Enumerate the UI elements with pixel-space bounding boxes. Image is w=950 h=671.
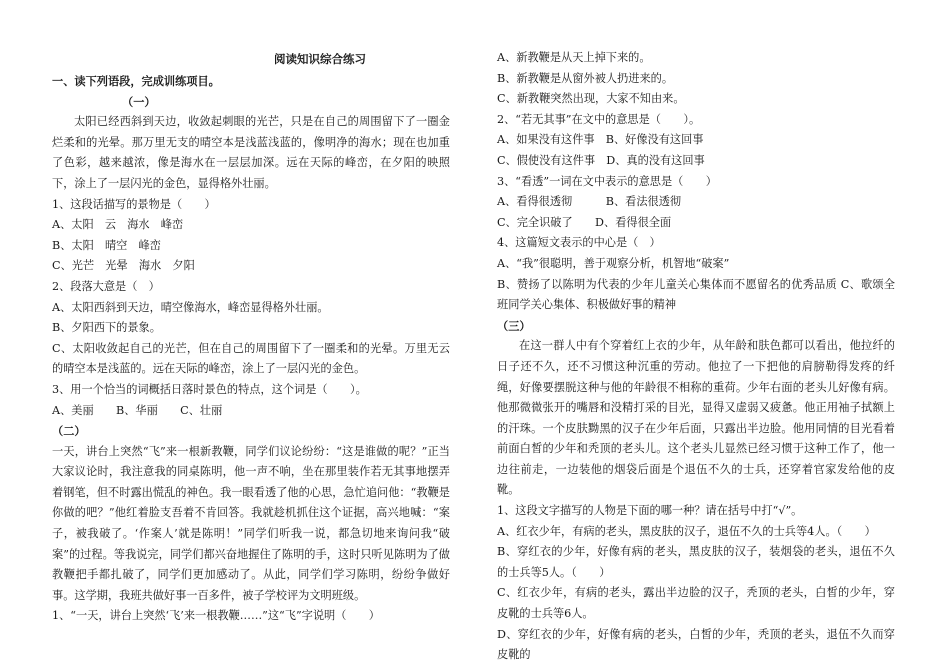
- part1-q2-option-c: C、太阳收敛起自己的光芒，但在自己的周围留下了一圈柔和的光晕。万里无云的晴空本是浅蓝的。远在天际的峰峦，涂上了一层闪光的金色。: [52, 341, 450, 376]
- part1-q1-option-b: B、太阳 晴空 峰峦: [52, 238, 161, 252]
- part3-heading: （三）: [497, 318, 531, 333]
- part3-q1-option-c: C、红衣少年，有病的老头，露出半边脸的汉子，秃顶的老头，白皙的少年，穿皮靴的士兵等6人。: [497, 586, 895, 621]
- part2-heading: （二）: [52, 424, 86, 439]
- part1-question-1: 1、这段话描写的景物是（ ）: [52, 197, 216, 211]
- part3-q1-option-d: D、穿红衣的少年，好像有病的老头，白皙的少年，秃顶的老头，退伍不久而穿皮靴的: [497, 627, 895, 662]
- section-heading: 一、读下列语段，完成训练项目。: [52, 74, 220, 88]
- part2-q2-options-cd: C、假使没有这件事 D、真的没有这回事: [497, 153, 705, 167]
- part1-question-3: 3、用一个恰当的词概括日落时景色的特点，这个词是（ ）。: [52, 382, 367, 396]
- part2-q4-option-bc: B、赞扬了以陈明为代表的少年儿童关心集体而不愿留名的优秀品质 C、歌颂全班同学关心集体、积极做好事的精神: [497, 277, 895, 312]
- part1-q1-option-c: C、光芒 光晕 海水 夕阳: [52, 259, 195, 273]
- part2-question-4: 4、这篇短文表示的中心是（ ）: [497, 236, 661, 250]
- part1-question-2: 2、段落大意是（ ）: [52, 279, 160, 293]
- part2-question-1: 1、“一天，讲台上突然‘飞’来一根教鞭……”这“飞”字说明（ ）: [52, 609, 380, 623]
- part2-question-3: 3、“看透”一词在文中表示的意思是（ ）: [497, 174, 717, 188]
- part1-passage: 太阳已经西斜到天边，收敛起刺眼的光芒，只是在自己的周围留下了一圈金烂柔和的光晕。那万里无支的晴空本是浅蓝浅蓝的，像明净的海水；现在也加重了色彩，越来越浓，像是海水在一层层加深。远在天际的峰峦，在夕阳的映照下，涂上了一层闪光的金色，显得格外壮丽。: [52, 115, 450, 190]
- part3-q1-option-a: A、红衣少年，有病的老头，黑皮肤的汉子，退伍不久的士兵等4人。（ ）: [497, 524, 876, 538]
- part1-q1-option-a: A、太阳 云 海水 峰峦: [52, 218, 184, 232]
- part3-passage: 在这一群人中有个穿着红上衣的少年，从年龄和肤色都可以看出，他拉纤的日子还不久，还不习惯这种沉重的劳动。他拉了一下把他的肩膀勒得发疼的纤绳，好像要摆脱这种与他的年龄很不相称的重荷。少年右面的老头儿好像有病。他那微微张开的嘴唇和没精打采的目光，显得又虚弱又疲惫。他正用袖子拭额上的汗珠。一个皮肤黝黑的汉子在少年后面，只露出半边脸。他用同情的目光看着前面白皙的少年和秃顶的老头儿。这个老头儿显然已经习惯于这种工作了，他一边往前走，一边装他的烟袋后面是个退伍不久的士兵，还穿着官家发给他的皮靴。: [497, 339, 895, 497]
- right-column: [497, 48, 895, 666]
- part1-q3-options: A、美丽 B、华丽 C、壮丽: [52, 403, 223, 417]
- part2-q1-option-b: B、新教鞭是从窗外被人扔进来的。: [497, 71, 674, 85]
- part2-q4-option-a: A、“我”很聪明，善于观察分析，机智地“破案”: [497, 256, 730, 270]
- part1-q2-option-b: B、夕阳西下的景象。: [52, 321, 161, 335]
- part2-question-2: 2、“若无其事”在文中的意思是（ ）。: [497, 112, 701, 126]
- document-title: 阅读知识综合练习: [274, 52, 366, 66]
- part2-q1-option-a: A、新教鞭是从天上掉下来的。: [497, 51, 651, 64]
- part3-question-1: 1、这段文字描写的人物是下面的哪一种？请在括号中打“√”。: [497, 504, 803, 518]
- part2-q2-options-ab: A、如果没有这件事 B、好像没有这回事: [497, 133, 704, 147]
- part3-q1-option-b: B、穿红衣的少年，好像有病的老头，黑皮肤的汉子，装烟袋的老头，退伍不久的士兵等5人。（ ）: [497, 545, 895, 579]
- part1-heading: （一）: [122, 94, 156, 109]
- left-column: [52, 50, 450, 627]
- part2-q1-option-c: C、新教鞭突然出现，大家不知由来。: [497, 92, 685, 106]
- part2-passage: 一天，讲台上突然“飞”来一根新教鞭，同学们议论纷纷：“这是谁做的呢？”正当大家议论时，我注意我的同桌陈明，他一声不响，坐在那里装作若无其事地摆弄着钢笔，但不时露出慌乱的神色。我一眼看透了他的心思，急忙追问他：“教鞭是你做的吧？”他红着脸支吾着不肯回答。我就趁机抓住这个证据，高兴地喊：“案子，被我破了。‘作案人’就是陈明！”同学们听我一说，都急切地来询问我“破案”的过程。等我说完，同学们都兴奋地握住了陈明的手，这时只听见陈明为了做教鞭把手都扎破了，同学们更加感动了。从此，同学们学习陈明，纷纷争做好事。这学期，我班共做好事一百多件，被子学校评为文明班级。: [52, 444, 450, 602]
- part2-q3-options-ab: A、看得很透彻 B、看法很透彻: [497, 195, 682, 209]
- part2-q3-options-cd: C、完全识破了 D、看得很全面: [497, 215, 672, 229]
- part1-q2-option-a: A、太阳西斜到天边，晴空像海水，峰峦显得格外壮丽。: [52, 300, 329, 314]
